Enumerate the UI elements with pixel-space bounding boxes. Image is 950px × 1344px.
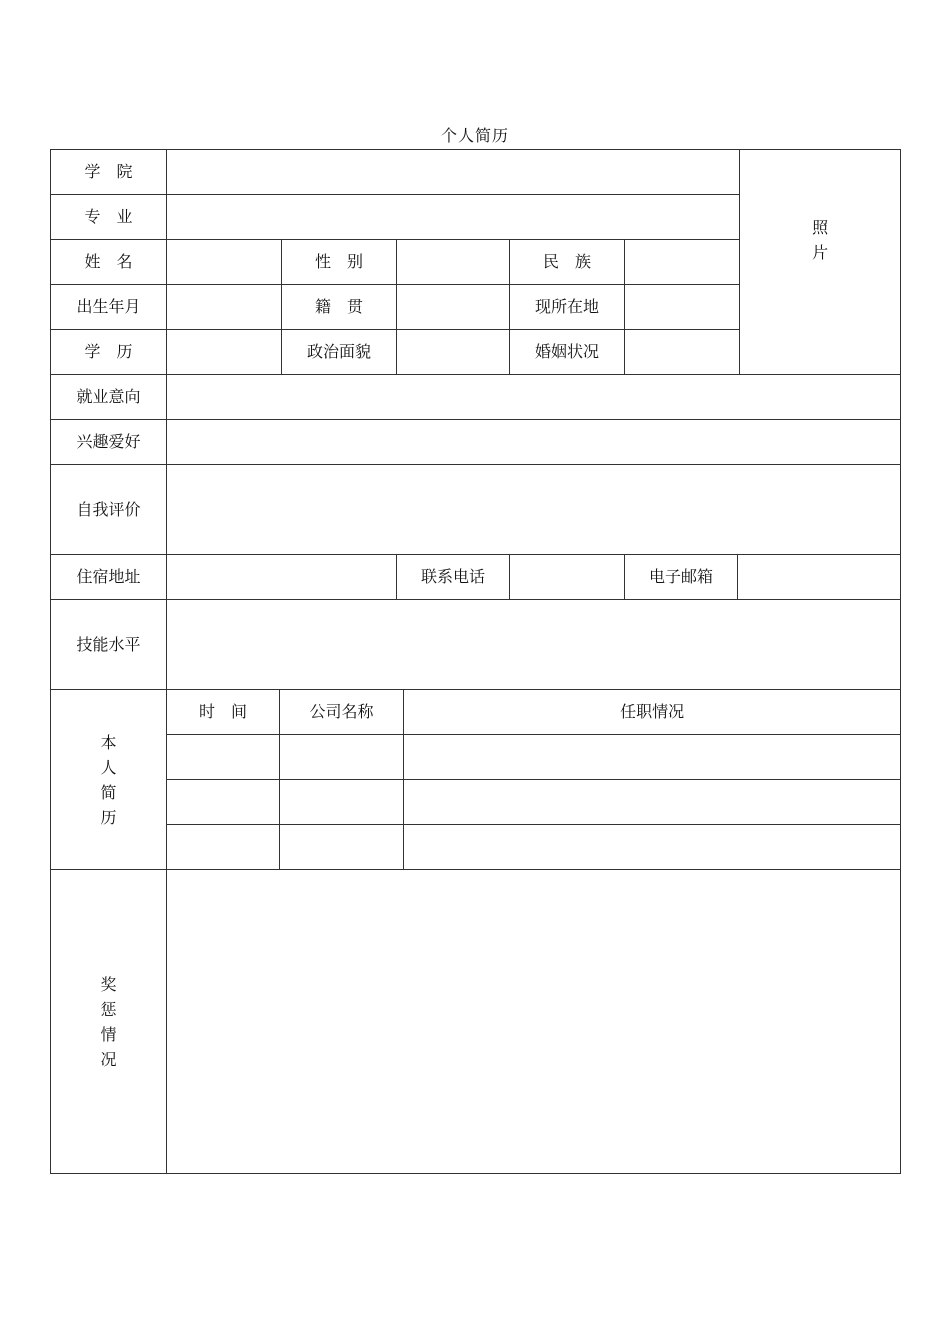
native-place-value-cell[interactable] bbox=[397, 285, 510, 330]
college-value-cell[interactable] bbox=[167, 150, 740, 195]
resume-company-cell[interactable] bbox=[280, 735, 404, 780]
job-intention-value-cell[interactable] bbox=[167, 375, 901, 420]
hobbies-value-cell[interactable] bbox=[167, 420, 901, 465]
label-awards: 奖惩情况 bbox=[51, 870, 167, 1174]
self-evaluation-value-cell[interactable] bbox=[167, 465, 901, 555]
label-major: 专 业 bbox=[51, 195, 167, 240]
label-marital-status: 婚姻状况 bbox=[510, 330, 625, 375]
label-college: 学 院 bbox=[51, 150, 167, 195]
resume-header-position: 任职情况 bbox=[404, 690, 901, 735]
awards-value-cell[interactable] bbox=[167, 870, 901, 1174]
label-ethnicity: 民 族 bbox=[510, 240, 625, 285]
label-current-location: 现所在地 bbox=[510, 285, 625, 330]
resume-position-cell[interactable] bbox=[404, 780, 901, 825]
label-self-evaluation: 自我评价 bbox=[51, 465, 167, 555]
birth-value-cell[interactable] bbox=[167, 285, 282, 330]
resume-time-cell[interactable] bbox=[167, 825, 280, 870]
label-job-intention: 就业意向 bbox=[51, 375, 167, 420]
table-row bbox=[51, 735, 901, 780]
label-name: 姓 名 bbox=[51, 240, 167, 285]
resume-header-time: 时 间 bbox=[167, 690, 280, 735]
current-location-value-cell[interactable] bbox=[625, 285, 740, 330]
label-skills: 技能水平 bbox=[51, 600, 167, 690]
label-birth: 出生年月 bbox=[51, 285, 167, 330]
resume-time-cell[interactable] bbox=[167, 735, 280, 780]
label-education: 学 历 bbox=[51, 330, 167, 375]
skills-value-cell[interactable] bbox=[167, 600, 901, 690]
page-title: 个人简历 bbox=[440, 126, 509, 145]
resume-header-company: 公司名称 bbox=[280, 690, 404, 735]
resume-time-cell[interactable] bbox=[167, 780, 280, 825]
resume-company-cell[interactable] bbox=[280, 825, 404, 870]
label-address: 住宿地址 bbox=[51, 555, 167, 600]
photo-label: 照片 bbox=[812, 218, 829, 262]
table-row bbox=[51, 825, 901, 870]
gender-value-cell[interactable] bbox=[397, 240, 510, 285]
marital-status-value-cell[interactable] bbox=[625, 330, 740, 375]
major-value-cell[interactable] bbox=[167, 195, 740, 240]
label-native-place: 籍 贯 bbox=[282, 285, 397, 330]
name-value-cell[interactable] bbox=[167, 240, 282, 285]
address-value-cell[interactable] bbox=[167, 555, 397, 600]
label-phone: 联系电话 bbox=[397, 555, 510, 600]
label-gender: 性 别 bbox=[282, 240, 397, 285]
political-status-value-cell[interactable] bbox=[397, 330, 510, 375]
label-resume: 本人简历 bbox=[51, 690, 167, 870]
label-email: 电子邮箱 bbox=[625, 555, 738, 600]
label-political-status: 政治面貌 bbox=[282, 330, 397, 375]
resume-company-cell[interactable] bbox=[280, 780, 404, 825]
ethnicity-value-cell[interactable] bbox=[625, 240, 740, 285]
email-value-cell[interactable] bbox=[738, 555, 901, 600]
photo-cell[interactable] bbox=[740, 150, 901, 375]
resume-position-cell[interactable] bbox=[404, 735, 901, 780]
education-value-cell[interactable] bbox=[167, 330, 282, 375]
phone-value-cell[interactable] bbox=[510, 555, 625, 600]
resume-position-cell[interactable] bbox=[404, 825, 901, 870]
table-row bbox=[51, 780, 901, 825]
label-hobbies: 兴趣爱好 bbox=[51, 420, 167, 465]
resume-form-table bbox=[50, 149, 901, 1174]
